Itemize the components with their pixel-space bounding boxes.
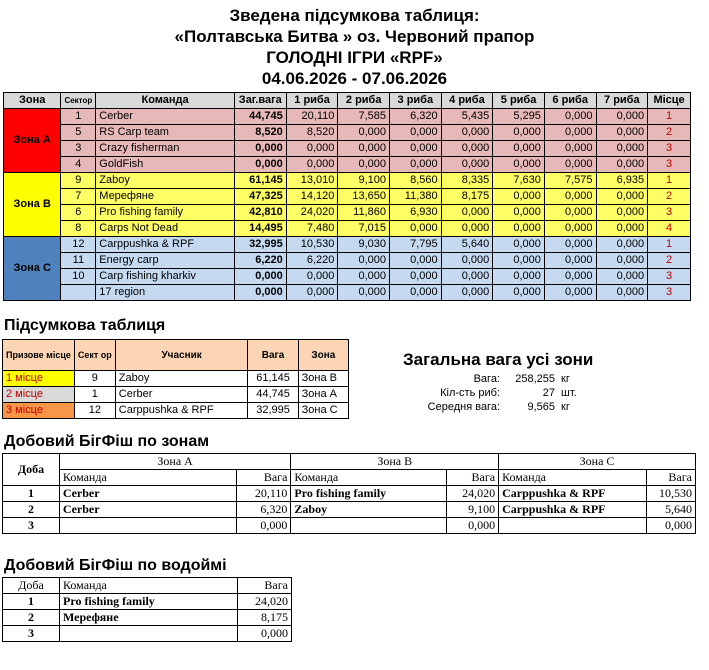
lake-weight-cell: 24,020 [238, 594, 292, 610]
zone-a-team-cell: Cerber [59, 502, 237, 518]
fish-weight-cell: 7,575 [544, 173, 596, 189]
zone-c-team-cell: Carppushka & RPF [499, 486, 647, 502]
place-cell: 1 [648, 237, 691, 253]
table-row [4, 125, 691, 141]
team-cell: GoldFish [96, 157, 235, 173]
daily-title: Добовий БігФіш по зонам [4, 433, 210, 450]
lake-day-header: Доба [3, 578, 60, 594]
totals-value: 27 [542, 387, 555, 399]
team-cell: RS Carp team [96, 125, 235, 141]
daily-zone-c-header: Зона С [499, 454, 696, 470]
fish-weight-cell: 10,530 [286, 237, 338, 253]
place-cell: 3 [648, 269, 691, 285]
daily-col-weight: Вага [237, 470, 291, 486]
daily-zone-b-header: Зона В [291, 454, 499, 470]
team-cell: Мерефяне [96, 189, 235, 205]
fish-weight-cell: 0,000 [596, 125, 648, 141]
place-cell: 2 [648, 125, 691, 141]
results-header: 7 риба [596, 93, 648, 109]
totals-label: Кіл-сть риб: [440, 387, 500, 399]
sector-cell: 8 [61, 221, 96, 237]
fish-weight-cell: 0,000 [390, 221, 442, 237]
totals-block [380, 372, 577, 414]
lake-title: Добовий БігФіш по водоймі [4, 557, 227, 574]
table-row [4, 237, 691, 253]
results-header: 2 риба [338, 93, 390, 109]
daily-col-team: Команда [59, 470, 237, 486]
table-row [4, 157, 691, 173]
zone-a-team-cell [59, 518, 237, 534]
day-cell: 3 [3, 626, 60, 642]
fish-weight-cell: 7,585 [338, 109, 390, 125]
fish-weight-cell: 8,560 [390, 173, 442, 189]
zone-b-team-cell: Pro fishing family [291, 486, 447, 502]
fish-weight-cell: 9,100 [338, 173, 390, 189]
summary-header: Вага [248, 340, 298, 371]
report-title-line2: «Полтавська Битва » оз. Червоний прапор [174, 27, 535, 46]
summary-header: Учасник [115, 340, 248, 371]
sector-cell: 4 [61, 157, 96, 173]
team-cell: Carppushka & RPF [96, 237, 235, 253]
daily-row [3, 518, 696, 534]
results-header: Команда [96, 93, 235, 109]
totals-row [380, 386, 577, 400]
sector-cell: 3 [61, 141, 96, 157]
fish-weight-cell: 0,000 [596, 237, 648, 253]
fish-weight-cell: 14,120 [286, 189, 338, 205]
summary-sector-cell: 9 [74, 371, 115, 387]
fish-weight-cell: 7,795 [390, 237, 442, 253]
totals-value: 258,255 [515, 373, 555, 385]
results-header: 3 риба [390, 93, 442, 109]
place-cell: 4 [648, 221, 691, 237]
fish-weight-cell: 0,000 [493, 205, 545, 221]
lake-row [3, 626, 292, 642]
fish-weight-cell: 0,000 [596, 189, 648, 205]
summary-title: Підсумкова таблиця [4, 317, 166, 334]
report-title-line1: Зведена підсумкова таблиця: [229, 6, 480, 25]
fish-weight-cell: 0,000 [286, 141, 338, 157]
table-row [4, 269, 691, 285]
fish-weight-cell: 0,000 [390, 157, 442, 173]
fish-weight-cell: 0,000 [596, 221, 648, 237]
fish-weight-cell: 0,000 [596, 253, 648, 269]
fish-weight-cell: 0,000 [493, 157, 545, 173]
summary-weight-cell: 44,745 [248, 387, 298, 403]
fish-weight-cell: 6,935 [596, 173, 648, 189]
report-title-line3: ГОЛОДНІ ІГРИ «RPF» [266, 48, 443, 67]
summary-weight-cell: 32,995 [248, 403, 298, 419]
place-cell: 1 [648, 109, 691, 125]
sector-cell: 12 [61, 237, 96, 253]
table-row [4, 109, 691, 125]
zone-b-team-cell [291, 518, 447, 534]
summary-row [3, 403, 349, 419]
fish-weight-cell: 0,000 [544, 237, 596, 253]
lake-team-cell: Мерефяне [60, 610, 238, 626]
totals-row [380, 372, 577, 386]
summary-header: Призове місце [3, 340, 75, 371]
team-cell: Zaboy [96, 173, 235, 189]
daily-col-weight: Вага [646, 470, 695, 486]
results-header: 5 риба [493, 93, 545, 109]
fish-weight-cell: 8,520 [286, 125, 338, 141]
day-cell: 3 [3, 518, 60, 534]
lake-weight-cell: 8,175 [238, 610, 292, 626]
fish-weight-cell: 7,630 [493, 173, 545, 189]
total-weight-cell: 0,000 [234, 285, 286, 301]
table-row [4, 173, 691, 189]
zone-c-weight-cell: 10,530 [646, 486, 695, 502]
total-weight-cell: 44,745 [234, 109, 286, 125]
prize-place-cell: 2 місце [3, 387, 75, 403]
fish-weight-cell: 0,000 [596, 141, 648, 157]
totals-label: Середня вага: [427, 401, 500, 413]
prize-place-cell: 3 місце [3, 403, 75, 419]
fish-weight-cell: 0,000 [390, 125, 442, 141]
total-weight-cell: 0,000 [234, 157, 286, 173]
results-header: 1 риба [286, 93, 338, 109]
fish-weight-cell: 0,000 [390, 285, 442, 301]
table-row [4, 205, 691, 221]
results-header: Заг.вага [234, 93, 286, 109]
fish-weight-cell: 0,000 [493, 269, 545, 285]
lake-team-cell: Pro fishing family [60, 594, 238, 610]
fish-weight-cell: 13,010 [286, 173, 338, 189]
zone-b-weight-cell: 9,100 [447, 502, 499, 518]
place-cell: 2 [648, 253, 691, 269]
zone-label: Зона А [4, 109, 61, 173]
fish-weight-cell: 6,930 [390, 205, 442, 221]
team-cell: Energy carp [96, 253, 235, 269]
place-cell: 3 [648, 205, 691, 221]
fish-weight-cell: 0,000 [596, 205, 648, 221]
sector-cell: 1 [61, 109, 96, 125]
team-cell: Carp fishing kharkiv [96, 269, 235, 285]
fish-weight-cell: 9,030 [338, 237, 390, 253]
table-row [4, 141, 691, 157]
summary-header: Сект ор [74, 340, 115, 371]
total-weight-cell: 47,325 [234, 189, 286, 205]
sector-cell: 6 [61, 205, 96, 221]
fish-weight-cell: 0,000 [441, 205, 493, 221]
team-cell: Carps Not Dead [96, 221, 235, 237]
table-row [4, 189, 691, 205]
lake-row [3, 594, 292, 610]
sector-cell: 11 [61, 253, 96, 269]
team-cell: Cerber [96, 109, 235, 125]
zone-a-weight-cell: 0,000 [237, 518, 291, 534]
fish-weight-cell: 8,335 [441, 173, 493, 189]
fish-weight-cell: 0,000 [544, 269, 596, 285]
summary-sector-cell: 12 [74, 403, 115, 419]
fish-weight-cell: 0,000 [493, 237, 545, 253]
results-header: Сектор [61, 93, 96, 109]
fish-weight-cell: 5,435 [441, 109, 493, 125]
fish-weight-cell: 0,000 [390, 141, 442, 157]
fish-weight-cell: 0,000 [441, 221, 493, 237]
daily-col-weight: Вага [447, 470, 499, 486]
summary-zone-cell: Зона В [298, 371, 348, 387]
fish-weight-cell: 0,000 [338, 141, 390, 157]
day-cell: 1 [3, 594, 60, 610]
summary-team-cell: Carppushka & RPF [115, 403, 248, 419]
total-weight-cell: 14,495 [234, 221, 286, 237]
fish-weight-cell: 0,000 [544, 157, 596, 173]
fish-weight-cell: 0,000 [390, 269, 442, 285]
summary-weight-cell: 61,145 [248, 371, 298, 387]
day-cell: 1 [3, 486, 60, 502]
table-row [4, 253, 691, 269]
summary-row [3, 371, 349, 387]
total-weight-cell: 42,810 [234, 205, 286, 221]
lake-col-team: Команда [60, 578, 238, 594]
totals-unit: кг [561, 373, 570, 385]
total-weight-cell: 0,000 [234, 269, 286, 285]
daily-zone-a-header: Зона А [59, 454, 290, 470]
summary-header: Зона [298, 340, 348, 371]
daily-row [3, 486, 696, 502]
prize-place-cell: 1 місце [3, 371, 75, 387]
fish-weight-cell: 11,860 [338, 205, 390, 221]
fish-weight-cell: 0,000 [286, 157, 338, 173]
fish-weight-cell: 5,295 [493, 109, 545, 125]
fish-weight-cell: 5,640 [441, 237, 493, 253]
totals-unit: кг [561, 401, 570, 413]
fish-weight-cell: 0,000 [544, 253, 596, 269]
fish-weight-cell: 0,000 [544, 205, 596, 221]
summary-table [2, 339, 349, 419]
sector-cell [61, 285, 96, 301]
place-cell: 3 [648, 157, 691, 173]
fish-weight-cell: 0,000 [441, 269, 493, 285]
results-table [3, 92, 691, 301]
fish-weight-cell: 0,000 [493, 189, 545, 205]
fish-weight-cell: 0,000 [596, 109, 648, 125]
fish-weight-cell: 0,000 [596, 285, 648, 301]
lake-bigfish-table [2, 577, 292, 642]
results-header: 4 риба [441, 93, 493, 109]
totals-title: Загальна вага усі зони [403, 350, 594, 369]
results-header: 6 риба [544, 93, 596, 109]
fish-weight-cell: 0,000 [544, 141, 596, 157]
summary-team-cell: Zaboy [115, 371, 248, 387]
fish-weight-cell: 6,220 [286, 253, 338, 269]
summary-sector-cell: 1 [74, 387, 115, 403]
zone-a-weight-cell: 6,320 [237, 502, 291, 518]
zone-b-weight-cell: 24,020 [447, 486, 499, 502]
fish-weight-cell: 7,015 [338, 221, 390, 237]
day-cell: 2 [3, 610, 60, 626]
fish-weight-cell: 0,000 [390, 253, 442, 269]
fish-weight-cell: 0,000 [441, 141, 493, 157]
table-row [4, 285, 691, 301]
fish-weight-cell: 0,000 [544, 189, 596, 205]
total-weight-cell: 32,995 [234, 237, 286, 253]
zone-b-weight-cell: 0,000 [447, 518, 499, 534]
fish-weight-cell: 0,000 [338, 157, 390, 173]
fish-weight-cell: 0,000 [338, 253, 390, 269]
fish-weight-cell: 0,000 [493, 221, 545, 237]
report-title-dates: 04.06.2026 - 07.06.2026 [261, 69, 448, 88]
zone-label: Зона С [4, 237, 61, 301]
fish-weight-cell: 7,480 [286, 221, 338, 237]
sector-cell: 9 [61, 173, 96, 189]
daily-col-team: Команда [499, 470, 647, 486]
table-row [4, 221, 691, 237]
fish-weight-cell: 0,000 [338, 285, 390, 301]
zone-c-weight-cell: 0,000 [646, 518, 695, 534]
fish-weight-cell: 0,000 [441, 157, 493, 173]
total-weight-cell: 8,520 [234, 125, 286, 141]
fish-weight-cell: 6,320 [390, 109, 442, 125]
fish-weight-cell: 0,000 [596, 269, 648, 285]
fish-weight-cell: 0,000 [441, 285, 493, 301]
totals-row [380, 400, 577, 414]
place-cell: 2 [648, 189, 691, 205]
totals-unit: шт. [561, 387, 577, 399]
fish-weight-cell: 0,000 [544, 221, 596, 237]
lake-weight-cell: 0,000 [238, 626, 292, 642]
lake-team-cell [60, 626, 238, 642]
place-cell: 1 [648, 173, 691, 189]
fish-weight-cell: 0,000 [493, 125, 545, 141]
fish-weight-cell: 0,000 [441, 125, 493, 141]
daily-row [3, 502, 696, 518]
place-cell: 3 [648, 285, 691, 301]
fish-weight-cell: 24,020 [286, 205, 338, 221]
totals-value: 9,565 [527, 401, 555, 413]
sector-cell: 7 [61, 189, 96, 205]
fish-weight-cell: 0,000 [286, 269, 338, 285]
fish-weight-cell: 0,000 [493, 253, 545, 269]
fish-weight-cell: 0,000 [544, 285, 596, 301]
zone-b-team-cell: Zaboy [291, 502, 447, 518]
fish-weight-cell: 11,380 [390, 189, 442, 205]
zone-a-weight-cell: 20,110 [237, 486, 291, 502]
fish-weight-cell: 0,000 [338, 125, 390, 141]
lake-row [3, 610, 292, 626]
team-cell: Crazy fisherman [96, 141, 235, 157]
fish-weight-cell: 13,650 [338, 189, 390, 205]
summary-row [3, 387, 349, 403]
fish-weight-cell: 20,110 [286, 109, 338, 125]
zone-c-team-cell [499, 518, 647, 534]
fish-weight-cell: 0,000 [493, 285, 545, 301]
fish-weight-cell: 0,000 [286, 285, 338, 301]
total-weight-cell: 61,145 [234, 173, 286, 189]
sector-cell: 10 [61, 269, 96, 285]
fish-weight-cell: 0,000 [441, 253, 493, 269]
fish-weight-cell: 0,000 [596, 157, 648, 173]
zone-c-weight-cell: 5,640 [646, 502, 695, 518]
day-cell: 2 [3, 502, 60, 518]
total-weight-cell: 0,000 [234, 141, 286, 157]
lake-col-weight: Вага [238, 578, 292, 594]
fish-weight-cell: 0,000 [544, 109, 596, 125]
summary-team-cell: Cerber [115, 387, 248, 403]
daily-col-team: Команда [291, 470, 447, 486]
daily-day-header: Доба [3, 454, 60, 486]
team-cell: Pro fishing family [96, 205, 235, 221]
summary-zone-cell: Зона А [298, 387, 348, 403]
results-header: Місце [648, 93, 691, 109]
total-weight-cell: 6,220 [234, 253, 286, 269]
zone-label: Зона В [4, 173, 61, 237]
fish-weight-cell: 0,000 [544, 125, 596, 141]
daily-bigfish-table [2, 453, 696, 534]
summary-zone-cell: Зона С [298, 403, 348, 419]
fish-weight-cell: 8,175 [441, 189, 493, 205]
place-cell: 3 [648, 141, 691, 157]
fish-weight-cell: 0,000 [493, 141, 545, 157]
team-cell: 17 region [96, 285, 235, 301]
zone-a-team-cell: Cerber [59, 486, 237, 502]
zone-c-team-cell: Carppushka & RPF [499, 502, 647, 518]
results-header: Зона [4, 93, 61, 109]
fish-weight-cell: 0,000 [338, 269, 390, 285]
totals-label: Вага: [473, 373, 500, 385]
sector-cell: 5 [61, 125, 96, 141]
